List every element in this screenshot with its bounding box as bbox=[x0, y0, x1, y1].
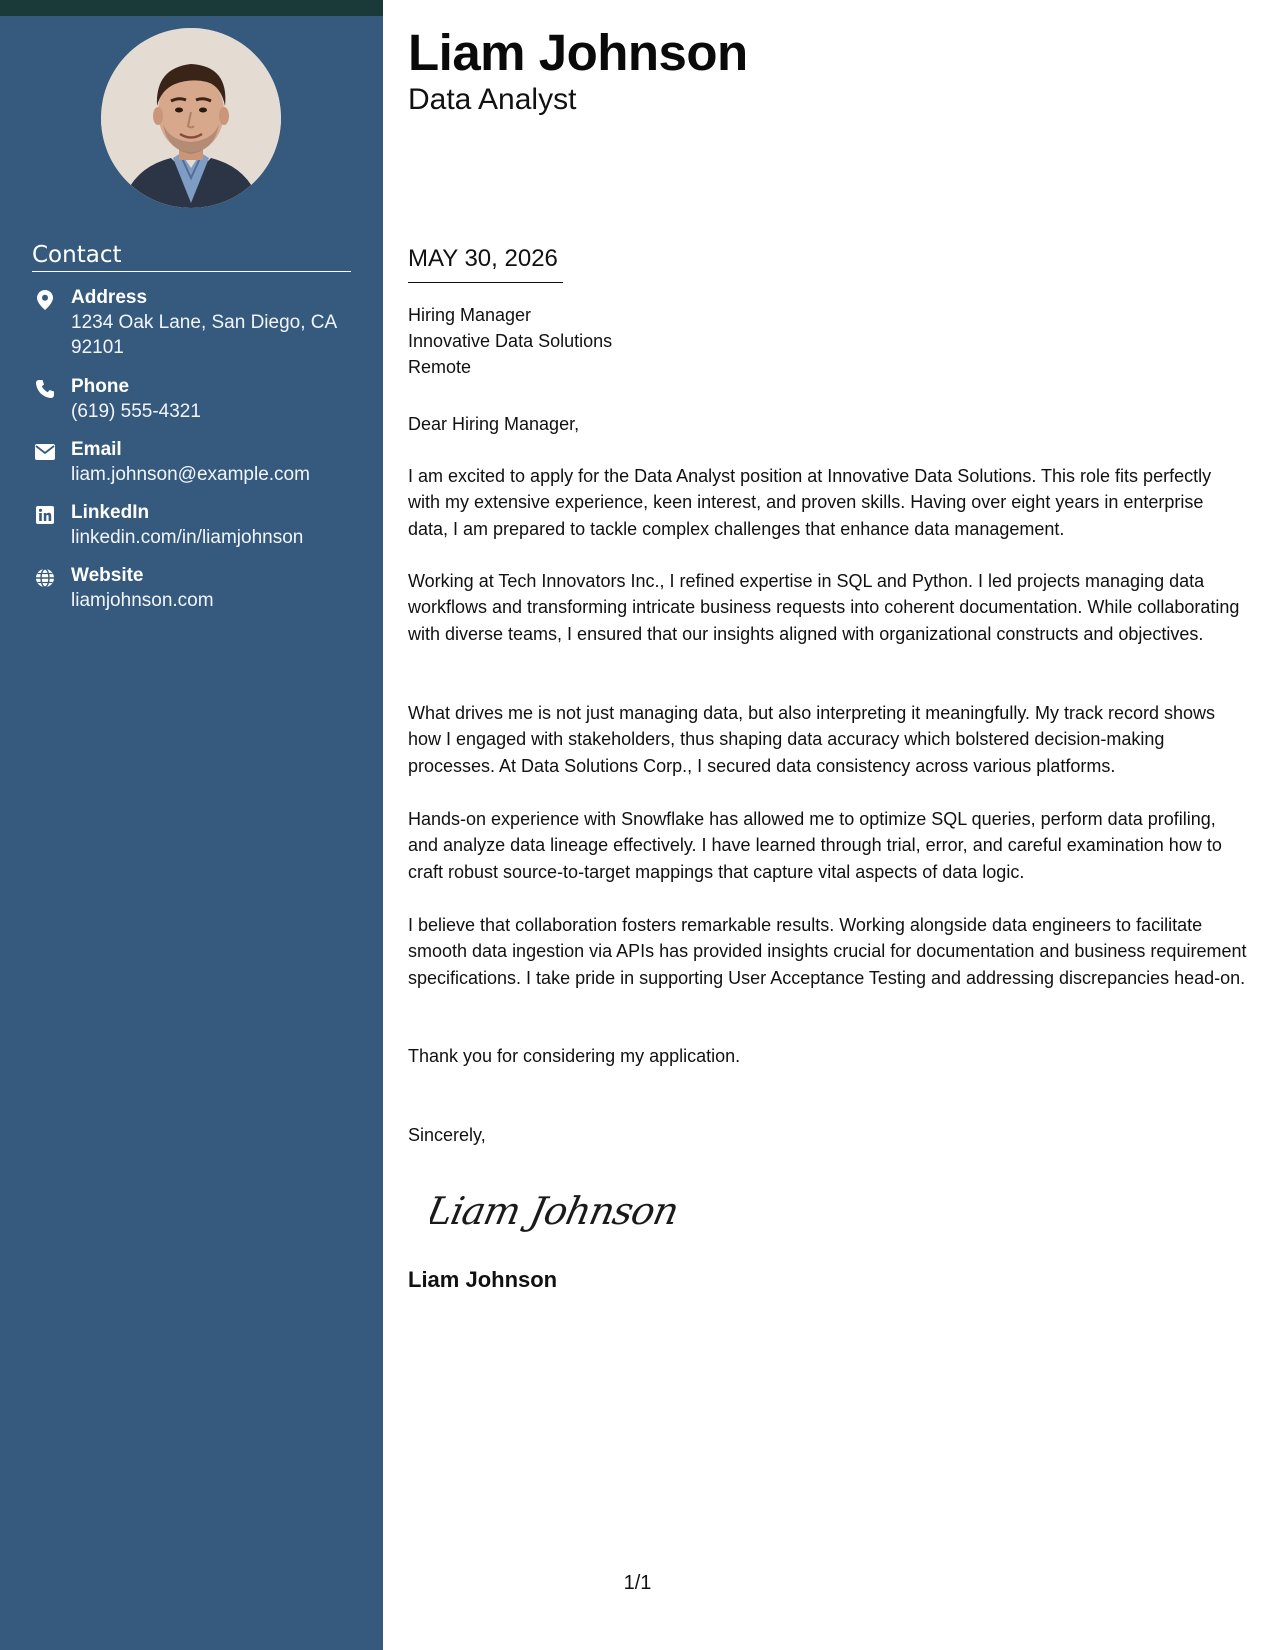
handwritten-signature bbox=[430, 1180, 680, 1240]
contact-label-website: Website bbox=[71, 565, 144, 586]
date-underline bbox=[408, 282, 563, 283]
map-pin-icon bbox=[32, 289, 58, 311]
recipient-line: Remote bbox=[408, 357, 472, 377]
signer-name: Liam Johnson bbox=[408, 1267, 558, 1292]
avatar-photo bbox=[101, 28, 281, 208]
page-number: 1/1 bbox=[623, 1572, 652, 1594]
phone-icon bbox=[32, 378, 58, 400]
letter-date: MAY 30, 2026 bbox=[408, 245, 558, 272]
body-paragraph: What drives me is not just managing data, but also interpreting it meaningfully. My track record shows how I engaged with stakeholders, thus shaping data accuracy which bolstered decision-making processes. At Data Solutions Corp., I secured data consistency across various platforms. bbox=[408, 703, 1216, 776]
contact-value-website[interactable]: liamjohnson.com bbox=[71, 590, 214, 611]
sidebar bbox=[0, 0, 383, 1650]
svg-text:Liam Johnson: Liam Johnson bbox=[430, 1189, 680, 1234]
body-paragraph: I believe that collaboration fosters remarkable results. Working alongside data engineers to facilitate smooth data ingestion via APIs has provided insights crucial for documentation and business requirement specifications. I take pride in supporting User Acceptance Testing and addressing discrepancies head-on. bbox=[408, 915, 1247, 988]
contact-value-email: liam.johnson@example.com bbox=[71, 464, 310, 485]
recipient-line: Hiring Manager bbox=[408, 305, 532, 325]
contact-label-phone: Phone bbox=[71, 376, 130, 397]
linkedin-icon bbox=[32, 504, 58, 526]
contact-value-linkedin[interactable]: linkedin.com/in/liamjohnson bbox=[71, 527, 304, 548]
contact-label-linkedin: LinkedIn bbox=[71, 502, 150, 523]
body-paragraph: I am excited to apply for the Data Analyst position at Innovative Data Solutions. This role fits perfectly with my extensive experience, keen interest, and proven skills. Having over eight years in enterprise data, I am prepared to tackle complex challenges that enhance data management. bbox=[408, 466, 1212, 539]
globe-icon bbox=[32, 567, 58, 589]
applicant-name: Liam Johnson bbox=[408, 24, 748, 81]
body-paragraph: Hands-on experience with Snowflake has allowed me to optimize SQL queries, perform data profiling, and analyze data lineage effectively. I have learned through trial, error, and careful examination how to craft robust source-to-target mappings that capture vital aspects of data logic. bbox=[408, 809, 1222, 882]
contact-divider bbox=[32, 271, 351, 272]
closing: Sincerely, bbox=[408, 1125, 486, 1145]
contact-value-phone: (619) 555-4321 bbox=[71, 401, 201, 422]
contact-label-address: Address bbox=[71, 287, 148, 308]
recipient-block bbox=[408, 302, 612, 380]
body-paragraph: Thank you for considering my application. bbox=[408, 1046, 741, 1066]
recipient-line: Innovative Data Solutions bbox=[408, 331, 613, 351]
contact-value-address: 1234 Oak Lane, San Diego, CA 92101 bbox=[71, 312, 337, 358]
body-paragraph: Working at Tech Innovators Inc., I refined expertise in SQL and Python. I led projects managing data workflows and transforming intricate business requests into coherent documentation. While collaborating with diverse teams, I ensured that our insights aligned with organizational constructs and objectives. bbox=[408, 571, 1240, 644]
contact-heading: Contact bbox=[32, 242, 122, 268]
sidebar-top-bar bbox=[0, 0, 383, 16]
avatar bbox=[101, 28, 281, 208]
envelope-icon bbox=[32, 441, 58, 463]
applicant-title: Data Analyst bbox=[408, 83, 577, 116]
contact-label-email: Email bbox=[71, 439, 122, 460]
salutation: Dear Hiring Manager, bbox=[408, 414, 580, 434]
